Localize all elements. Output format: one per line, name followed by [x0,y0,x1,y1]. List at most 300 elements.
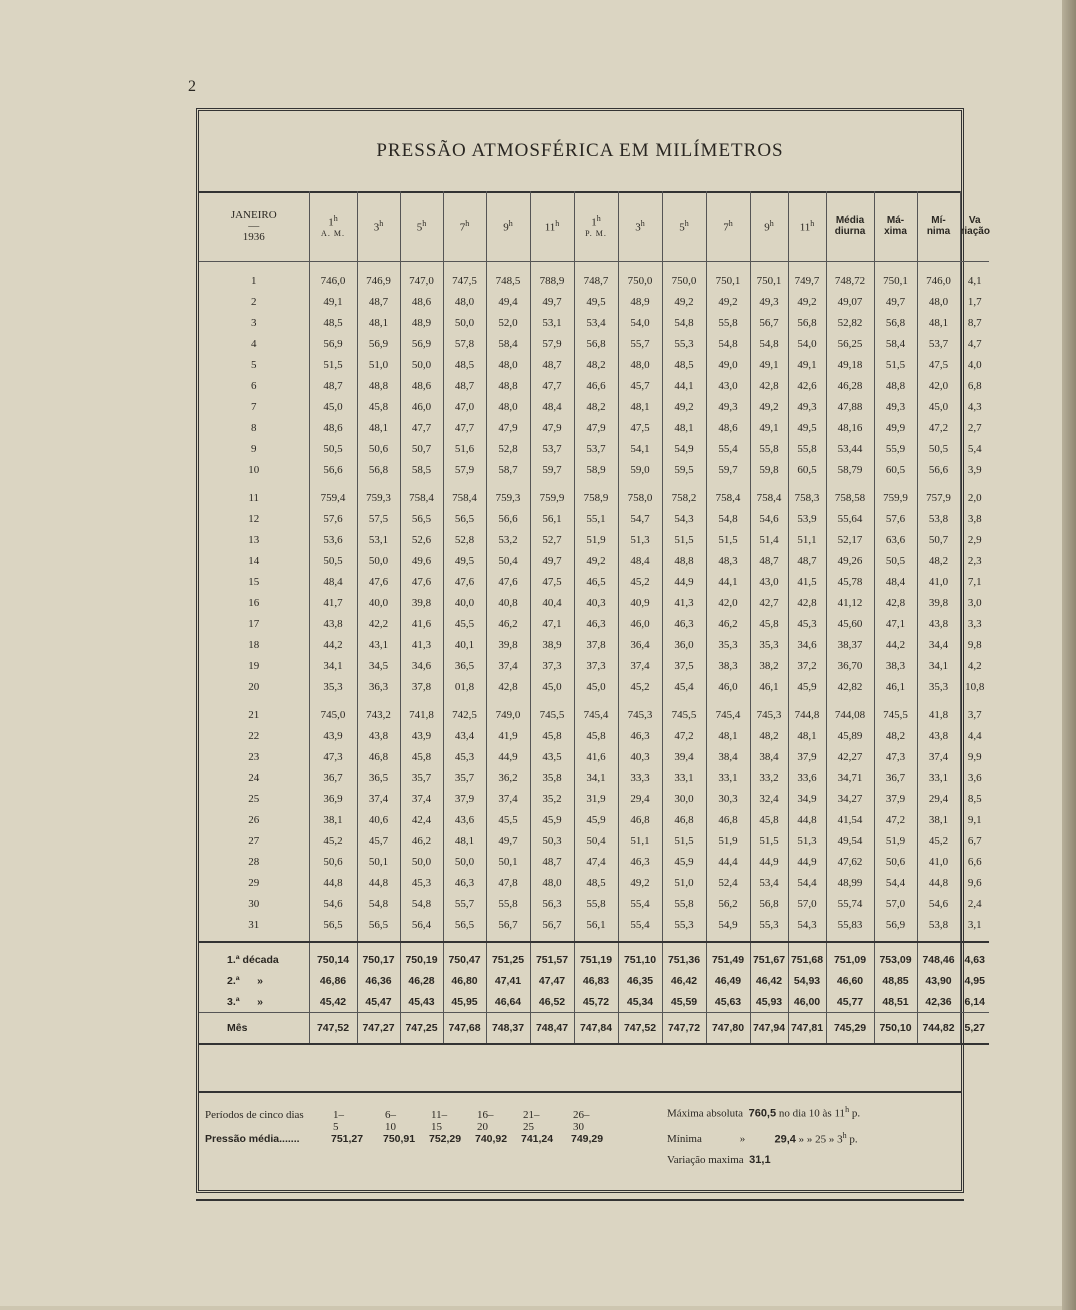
reading-cell: 36,3 [357,676,400,697]
var-label: Variação maxima [667,1154,744,1167]
hour-header [486,191,530,262]
reading-cell: 48,1 [917,312,960,333]
reading-cell: 47,9 [574,417,618,438]
summary-cell: 751,49 [706,942,750,970]
reading-cell: 745,5 [662,697,706,725]
reading-cell: 53,44 [826,438,874,459]
reading-cell: 43,8 [357,725,400,746]
reading-cell: 38,2 [750,655,788,676]
hour-sup: h [728,218,733,228]
reading-cell: 35,3 [917,676,960,697]
media-header [826,191,874,262]
hour-sup: h [640,218,645,228]
reading-cell: 49,3 [706,396,750,417]
reading-cell: 33,1 [706,767,750,788]
reading-cell: 53,8 [917,914,960,942]
reading-cell: 48,4 [530,396,574,417]
summary-cell: 45,72 [574,991,618,1013]
reading-cell: 758,4 [443,480,486,508]
summary-cell: 745,29 [826,1013,874,1045]
reading-cell: 56,9 [309,333,357,354]
reading-cell: 54,4 [788,872,826,893]
reading-cell: 748,5 [486,262,530,292]
reading-cell: 788,9 [530,262,574,292]
reading-cell: 747,5 [443,262,486,292]
day-number: 2 [251,295,257,308]
reading-cell: 41,9 [486,725,530,746]
reading-cell: 53,9 [788,508,826,529]
reading-cell: 32,4 [750,788,788,809]
reading-cell: 4,4 [960,725,989,746]
reading-cell: 39,4 [662,746,706,767]
reading-cell: 56,8 [750,893,788,914]
reading-cell: 60,5 [788,459,826,480]
reading-cell: 45,5 [443,613,486,634]
reading-cell: 41,3 [662,592,706,613]
reading-cell: 53,7 [530,438,574,459]
reading-cell: 37,3 [574,655,618,676]
reading-cell: 47,9 [486,417,530,438]
reading-cell: 37,8 [400,676,443,697]
day-number: 25 [248,792,260,805]
reading-cell: 45,3 [443,746,486,767]
summary-cell: 748,46 [917,942,960,970]
reading-cell: 55,8 [706,312,750,333]
reading-cell: 43,9 [309,725,357,746]
reading-cell: 31,9 [574,788,618,809]
reading-cell: 44,9 [662,571,706,592]
reading-cell: 49,5 [788,417,826,438]
reading-cell: 59,7 [530,459,574,480]
summary-row [199,942,989,970]
day-number: 24 [248,771,260,784]
reading-cell: 37,2 [788,655,826,676]
reading-cell: 750,1 [750,262,788,292]
reading-cell: 30,0 [662,788,706,809]
reading-cell: 53,6 [309,529,357,550]
reading-cell: 745,4 [706,697,750,725]
reading-cell: 43,8 [917,613,960,634]
reading-cell: 38,3 [874,655,917,676]
reading-cell: 49,6 [400,550,443,571]
day-number: 26 [248,813,260,826]
month-label: JANEIRO [230,209,277,221]
reading-cell: 55,8 [750,438,788,459]
summary-cell: 747,72 [662,1013,706,1045]
reading-cell: 49,2 [574,550,618,571]
reading-cell: 33,6 [788,767,826,788]
hour-sup: h [379,218,384,228]
reading-cell: 37,9 [443,788,486,809]
summary-cell: 751,09 [826,942,874,970]
reading-cell: 48,4 [309,571,357,592]
reading-cell: 40,0 [357,592,400,613]
summary-cell: 48,85 [874,970,917,991]
max-abs-suffix: p. [849,1107,861,1120]
reading-cell: 49,18 [826,354,874,375]
reading-cell: 758,58 [826,480,874,508]
reading-cell: 55,4 [618,914,662,942]
reading-cell: 37,8 [574,634,618,655]
summary-cell: 47,41 [486,970,530,991]
reading-cell: 47,4 [574,851,618,872]
reading-cell: 47,6 [400,571,443,592]
reading-cell: 56,7 [530,914,574,942]
reading-cell: 47,9 [530,417,574,438]
reading-cell: 48,8 [486,375,530,396]
table-row [199,592,989,613]
reading-cell: 36,70 [826,655,874,676]
summary-cell: 744,82 [917,1013,960,1045]
maxima-header-line: Má- [886,215,905,226]
reading-cell: 4,1 [960,262,989,292]
reading-cell: 55,4 [706,438,750,459]
reading-cell: 56,6 [309,459,357,480]
summary-cell: 4,95 [960,970,989,991]
reading-cell: 45,60 [826,613,874,634]
reading-cell: 34,1 [917,655,960,676]
reading-cell: 48,1 [706,725,750,746]
reading-cell: 50,4 [486,550,530,571]
reading-cell: 759,9 [874,480,917,508]
min-suffix: p. [846,1133,858,1146]
reading-cell: 59,7 [706,459,750,480]
min-value: 29,4 [774,1133,796,1146]
reading-cell: 57,9 [530,333,574,354]
reading-cell: 47,3 [309,746,357,767]
reading-cell: 63,6 [874,529,917,550]
reading-cell: 10,8 [960,676,989,697]
am-pm-label: P. M. [585,228,607,238]
table-row [199,291,989,312]
reading-cell: 55,1 [574,508,618,529]
reading-cell: 55,7 [618,333,662,354]
reading-cell: 48,5 [662,354,706,375]
reading-cell: 56,4 [400,914,443,942]
reading-cell: 48,0 [486,396,530,417]
reading-cell: 47,62 [826,851,874,872]
reading-cell: 45,9 [574,809,618,830]
summary-cell: 747,25 [400,1013,443,1045]
reading-cell: 745,3 [618,697,662,725]
reading-cell: 6,7 [960,830,989,851]
table-row [199,354,989,375]
reading-cell: 51,9 [574,529,618,550]
reading-cell: 750,0 [662,262,706,292]
reading-cell: 44,8 [357,872,400,893]
reading-cell: 46,5 [574,571,618,592]
reading-cell: 57,6 [874,508,917,529]
hour-header [706,191,750,262]
table-row [199,697,989,725]
summary-cell: 750,17 [357,942,400,970]
reading-cell: 48,16 [826,417,874,438]
reading-cell: 48,5 [574,872,618,893]
reading-cell: 49,3 [788,396,826,417]
hour-header [750,191,788,262]
period-pressure: 751,27 [331,1133,364,1145]
month-header [199,191,309,262]
reading-cell: 40,3 [574,592,618,613]
max-abs-text: no dia 10 às 11 [778,1107,846,1120]
summary-cell: 46,28 [400,970,443,991]
day-number: 30 [248,897,260,910]
reading-cell: 45,0 [574,676,618,697]
hour-sup: h [508,218,513,228]
reading-cell: 51,5 [750,830,788,851]
reading-cell: 43,8 [917,725,960,746]
reading-cell: 48,1 [618,396,662,417]
reading-cell: 46,3 [618,725,662,746]
reading-cell: 47,7 [400,417,443,438]
reading-cell: 52,7 [530,529,574,550]
reading-cell: 49,26 [826,550,874,571]
reading-cell: 51,1 [788,529,826,550]
reading-cell: 50,7 [917,529,960,550]
summary-cell: 42,36 [917,991,960,1013]
max-abs-value: 760,5 [748,1107,777,1120]
reading-cell: 3,0 [960,592,989,613]
summary-cell: 46,35 [618,970,662,991]
reading-cell: 58,4 [486,333,530,354]
reading-cell: 42,0 [917,375,960,396]
reading-cell: 41,12 [826,592,874,613]
reading-cell: 54,8 [357,893,400,914]
reading-cell: 60,5 [874,459,917,480]
reading-cell: 48,2 [574,396,618,417]
reading-cell: 46,3 [443,872,486,893]
day-number: 20 [248,680,260,693]
reading-cell: 54,1 [618,438,662,459]
reading-cell: 49,0 [706,354,750,375]
reading-cell: 38,4 [706,746,750,767]
minima-header [917,191,960,262]
reading-cell: 45,2 [917,830,960,851]
reading-cell: 42,6 [788,375,826,396]
reading-cell: 43,9 [400,725,443,746]
min-text: » » 25 » 3 [798,1133,843,1146]
reading-cell: 48,0 [443,291,486,312]
reading-cell: 54,8 [706,508,750,529]
reading-cell: 48,1 [788,725,826,746]
reading-cell: 56,6 [486,508,530,529]
reading-cell: 758,4 [400,480,443,508]
reading-cell: 48,99 [826,872,874,893]
reading-cell: 47,8 [486,872,530,893]
reading-cell: 36,7 [309,767,357,788]
reading-cell: 49,54 [826,830,874,851]
reading-cell: 36,9 [309,788,357,809]
reading-cell: 48,6 [706,417,750,438]
reading-cell: 9,1 [960,809,989,830]
reading-cell: 47,3 [874,746,917,767]
summary-cell: 747,94 [750,1013,788,1045]
summary-cell: 750,19 [400,942,443,970]
day-number: 4 [251,337,257,350]
day-number: 5 [251,358,257,371]
reading-cell: 41,3 [400,634,443,655]
reading-cell: 45,3 [788,613,826,634]
reading-cell: 29,4 [917,788,960,809]
day-number: 18 [248,638,260,651]
reading-cell: 58,5 [400,459,443,480]
reading-cell: 52,4 [706,872,750,893]
summary-cell: 46,64 [486,991,530,1013]
max-abs-line [667,1099,860,1125]
reading-cell: 41,5 [788,571,826,592]
reading-cell: 51,9 [874,830,917,851]
summary-cell: 45,93 [750,991,788,1013]
reading-cell: 47,2 [662,725,706,746]
reading-cell: 53,7 [917,333,960,354]
reading-cell: 57,0 [788,893,826,914]
reading-cell: 48,7 [357,291,400,312]
reading-cell: 45,9 [662,851,706,872]
maxima-header-line: xima [884,226,907,237]
table-row [199,613,989,634]
reading-cell: 51,3 [788,830,826,851]
reading-cell: 54,4 [874,872,917,893]
variacao-header [960,191,989,262]
reading-cell: 40,8 [486,592,530,613]
summary-cell: 48,51 [874,991,917,1013]
var-value: 31,1 [749,1154,771,1167]
reading-cell: 45,78 [826,571,874,592]
day-number: 16 [248,596,260,609]
summary-cell: 45,47 [357,991,400,1013]
reading-cell: 46,0 [618,613,662,634]
reading-cell: 45,5 [486,809,530,830]
day-number: 28 [248,855,260,868]
reading-cell: 37,4 [357,788,400,809]
reading-cell: 56,7 [486,914,530,942]
reading-cell: 59,5 [662,459,706,480]
reading-cell: 51,3 [618,529,662,550]
reading-cell: 47,6 [357,571,400,592]
reading-cell: 42,2 [357,613,400,634]
reading-cell: 57,6 [309,508,357,529]
reading-cell: 57,5 [357,508,400,529]
reading-cell: 45,2 [618,571,662,592]
reading-cell: 56,2 [706,893,750,914]
reading-cell: 48,7 [530,354,574,375]
table-row [199,809,989,830]
reading-cell: 50,3 [530,830,574,851]
reading-cell: 49,1 [750,354,788,375]
reading-cell: 748,72 [826,262,874,292]
reading-cell: 49,3 [750,291,788,312]
table-row [199,480,989,508]
summary-cell: 748,37 [486,1013,530,1045]
reading-cell: 51,5 [662,830,706,851]
reading-cell: 745,5 [874,697,917,725]
reading-cell: 9,6 [960,872,989,893]
day-number: 10 [248,463,260,476]
reading-cell: 4,2 [960,655,989,676]
hour-header [357,191,400,262]
hour-number: 1 [328,216,334,229]
reading-cell: 43,0 [706,375,750,396]
reading-cell: 43,4 [443,725,486,746]
reading-cell: 759,3 [357,480,400,508]
reading-cell: 45,8 [530,725,574,746]
bottom-rule [196,1199,964,1201]
summary-cell: 747,52 [618,1013,662,1045]
reading-cell: 758,0 [618,480,662,508]
reading-cell: 758,9 [574,480,618,508]
reading-cell: 45,8 [357,396,400,417]
reading-cell: 48,1 [662,417,706,438]
day-number: 1 [251,274,257,287]
reading-cell: 36,5 [357,767,400,788]
reading-cell: 48,6 [400,375,443,396]
reading-cell: 48,7 [750,550,788,571]
reading-cell: 56,8 [788,312,826,333]
reading-cell: 2,9 [960,529,989,550]
reading-cell: 33,1 [917,767,960,788]
reading-cell: 43,5 [530,746,574,767]
table-row [199,851,989,872]
summary-cell: 747,80 [706,1013,750,1045]
reading-cell: 36,7 [874,767,917,788]
reading-cell: 56,5 [357,914,400,942]
summary-cell: 46,60 [826,970,874,991]
reading-cell: 54,0 [788,333,826,354]
day-number: 21 [248,708,260,721]
reading-cell: 3,1 [960,914,989,942]
reading-cell: 50,0 [443,312,486,333]
summary-cell: 46,42 [662,970,706,991]
header-row [199,191,989,262]
media-header-line: Média [835,215,865,226]
reading-cell: 56,7 [750,312,788,333]
reading-cell: 37,5 [662,655,706,676]
reading-cell: 46,2 [706,613,750,634]
reading-cell: 48,7 [788,550,826,571]
reading-cell: 30,3 [706,788,750,809]
reading-cell: 54,9 [706,914,750,942]
reading-cell: 52,8 [443,529,486,550]
reading-cell: 47,5 [618,417,662,438]
reading-cell: 47,6 [443,571,486,592]
page-number: 2 [188,78,196,95]
reading-cell: 50,5 [874,550,917,571]
reading-cell: 37,4 [486,655,530,676]
extremes [667,1099,860,1171]
reading-cell: 58,7 [486,459,530,480]
reading-cell: 37,4 [400,788,443,809]
reading-cell: 54,8 [662,312,706,333]
reading-cell: 44,8 [788,809,826,830]
summary-cell: 747,68 [443,1013,486,1045]
reading-cell: 3,3 [960,613,989,634]
reading-cell: 745,0 [309,697,357,725]
reading-cell: 40,6 [357,809,400,830]
summary-cell: 747,52 [309,1013,357,1045]
reading-cell: 46,8 [357,746,400,767]
reading-cell: 2,7 [960,417,989,438]
reading-cell: 55,4 [618,893,662,914]
reading-cell: 51,5 [309,354,357,375]
media-header-line: diurna [834,226,866,237]
summary-cell: 47,47 [530,970,574,991]
reading-cell: 48,4 [618,550,662,571]
reading-cell: 50,0 [443,851,486,872]
max-abs-sup: h [845,1105,850,1114]
reading-cell: 45,8 [750,613,788,634]
table-row [199,655,989,676]
reading-cell: 49,2 [618,872,662,893]
